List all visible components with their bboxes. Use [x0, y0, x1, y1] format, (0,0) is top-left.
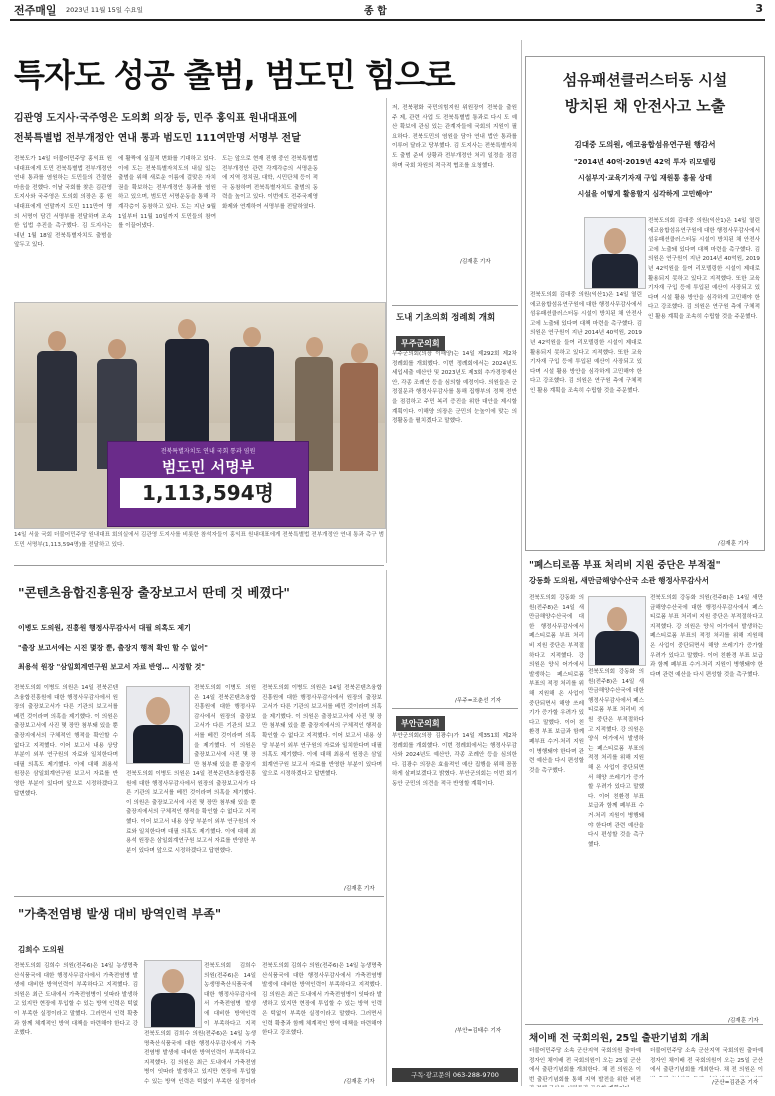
lead-subheadline-1: 김관영 도지사·국주영은 도의회 의장 등, 민주 홍익표 원내대표에 — [14, 113, 298, 124]
rule — [521, 40, 522, 1086]
left2-sub-2: 최용석 원장 "삼일회계연구원 보고서 자료 반영… 시정할 것" — [18, 663, 205, 671]
left2-article-col-1: 전북도의회 이병도 의원은 14일 전북콘텐츠융합진흥원에 대한 행정사무감사에서 원장의 출장보고서가 다른 기관의 보고서를 베낀 것이라며 의혹을 제기했다. 이 의원은 출장보고서에 사진 몇 장만 첨부돼 있을 뿐 출장지에서의 구체적인 행적을 확인할 수 없다고 지적했다. 이어 보고서 내용 상당 부분이 외부 연구원의 자료와 일치한다며 대필 의혹도 제기했다. 이에 대해 최용석 원장은 삼일회계연구원 보고서 자료를 반영한 부분이 있다며 앞으로 시정하겠다고 답변했다. — [14, 685, 118, 797]
right1-sub-2: 시설부지·교육기자재 구입 재원통 흉물 상태 — [577, 174, 713, 182]
left3-headline: "가축전염병 발생 대비 방역인력 부족" — [18, 907, 222, 921]
lead-col-3: 도는 앞으로 현재 진행 중인 전북특별법 전부개정안 관련 각계각층의 서명운동에 지역 정치권, 대학, 시민단체 등이 적극 동참하며 전북특별자치도 출범의 동력을 높이고 있다. 이번에도 전주국제영화제와 연계하여 서명부를 전달하였다. — [222, 156, 318, 210]
lead-continuation: 저, 전북평화 국민의힘지원 위원장이 전북을 출원 주 제, 관련 사업 도 전북특별법 통과로 다시 도 예산 확보에 관심 있는 관계자들에 국회의 지원이 필요하다. 전북도민의 염원을 담아 연내 법안 통과를 이루어 달라고 당부했다. 김 도지사는 전북특별자치도 출범 준비 상황과 전부개정안 처리 일정을 점검하며 국회 차원의 적극적 협조를 요청했다. — [392, 105, 517, 169]
right3-headline: 채이배 전 국회의원, 25일 출판기념회 개최 — [529, 1033, 710, 1044]
right1-sub-1: "2014년 40억·2019년 42억 투자 리모델링 — [573, 158, 717, 166]
lead-col-2: 에 활짝에 실질적 변화를 기대하고 있다. 이에 도는 전북특별자치도의 내실 있는 출범을 위해 새로운 이름에 걸맞은 자치권을 확보하는 전부개정안 통과를 염원하고 있으며, 범도민 서명운동을 통해 각계각층이 동참하고 있다. 도는 지난 9월 1일부터 11월 10일까지 도민들의 참여를 이끌어냈다. — [118, 156, 216, 230]
masthead-rule — [10, 19, 765, 21]
buan-label: 부안군의회 — [396, 716, 445, 731]
rule — [386, 570, 387, 1086]
rule — [392, 708, 518, 709]
right2-article-col-1: 전북도의회 강동화 의원(전주8)은 14일 새만금해양수산국에 대한 행정사무감사에서 폐스티로폼 부표 처리비 지원 중단은 부적절하다고 지적했다. 강 의원은 양식 어가에서 발생하는 폐스티로폼 부표의 적정 처리를 위해 지원해 온 사업이 중단되면서 해양 쓰레기가 증가할 우려가 있다고 말했다. 이어 친환경 부표 보급과 함께 폐부표 수거·처리 지원이 병행돼야 한다며 관련 예산을 다시 편성할 것을 촉구했다. — [529, 595, 584, 774]
left3-article-col-1: 전북도의회 김희수 의원(전주6)은 14일 농생명축산식품국에 대한 행정사무감사에서 가축전염병 발생에 대비한 방역인력이 부족하다고 지적했다. 김 의원은 최근 도내에서 가축전염병이 잇따라 발생하고 있지만 현장에 투입할 수 있는 방역 인력은 턱없이 부족한 실정이라고 말했다. 그러면서 인력 확충과 함께 체계적인 방역 대책을 마련해야 한다고 강조했다. — [14, 963, 138, 1037]
banner-subtitle: 전북특별자치도 연내 국회 통과 염원 — [160, 448, 256, 455]
lead-subheadline-2: 전북특별법 전부개정안 연내 통과 범도민 111여만명 서명부 전달 — [14, 133, 301, 144]
right1-title-line-2: 방치된 채 안전사고 노출 — [564, 97, 726, 115]
right2-portrait — [588, 596, 646, 666]
lead-col-1: 전북도가 14일 더불어민주당 홍익표 원내대표에게 도민 전북특별법 전부개정안 연내 통과를 염원하는 도민들의 간절한 마음을 전했다. 이날 국회를 찾은 김관영 도지사와 국주영은 도의회 의장은 홍 원내대표에게 연말까지 도민 111만여 명의 서명이 담긴 서명부를 전달하며 조속한 입법 추진을 촉구했다. 김 도지사는 내년 1월 18일 전북특별자치도 출범을 앞두고 있다. — [14, 156, 112, 249]
right3-article-col-1: 더불어민주당 소속 군산지역 국회의원 출마예정자인 채이배 전 국회의원이 오는 25일 군산에서 출판기념회를 개최한다. 채 전 의원은 이번 출판기념회를 통해 지역 발전을 위한 비전 — [529, 1048, 641, 1083]
person-6 — [340, 343, 378, 471]
signature-banner — [107, 441, 309, 527]
left3-portrait — [144, 960, 202, 1028]
left2-article-col-3: 전북도의회 이병도 의원은 14일 전북콘텐츠융합진흥원에 대한 행정사무감사에서 원장의 출장보고서가 다른 기관의 보고서를 베낀 것이라며 의혹을 제기했다. 이 의원은 출장보고서에 사진 몇 장만 첨부돼 있을 뿐 출장지에서의 구체적인 행적을 확인할 수 없다고 지적했다. 이어 보고서 내용 상당 부분이 외부 연구원의 자료와 일치한다며 대필 의혹도 제기했다. 이에 대해 최용석 원장은 삼일회계연구원 보고서 자료를 반영한 부분이 있다며 앞으로 시정하겠다고 답변했다. — [126, 771, 256, 854]
subscription-footer: 구독·광고문의 063-288-9700 — [392, 1068, 518, 1082]
right2-headline: "폐스티로폼 부표 처리비 지원 중단은 부적절" — [529, 560, 721, 571]
right1-sub-name: 김대중 도의원, 에코융합섬유연구원 행감서 — [574, 140, 716, 149]
muju-label: 무주군의회 — [396, 336, 445, 351]
left3-sub-name: 김희수 도의원 — [18, 945, 65, 954]
lead-photo-caption: 14일 서울 국회 더불어민주당 원내대표 회의실에서 김관영 도지사를 비롯한 참석자들이 홍익표 원내대표에게 전북특별법 전부개정안 연내 통과 촉구 범도민 서명부(1,113,594명)를 전달하고 있다. — [14, 532, 384, 548]
issue-date: 2023년 11월 15일 수요일 — [66, 6, 143, 14]
left2-byline: /김재훈 기자 — [344, 886, 375, 892]
right1-sub-3: 시설을 어떻게 활용할지 심각하게 고민해야" — [577, 190, 713, 198]
right1-article-col-2: 전북도의회 김대중 의원(익산1)은 14일 열린 에코융합섬유연구원에 대한 행정사무감사에서 섬유패션클러스터동 시설이 방치된 채 안전사고에 노출돼 있다며 대책 마련을 촉구했다. 김 의원은 연구원이 지난 2014년 40억원, 2019년 42억원을 들여 리모델링한 시설이 제대로 활용되지 못하고 있다고 지적했다. 또한 교육기자재 구입 등에 투입된 예산이 사장되고 있다며 시설 활용 방안을 심각하게 고민해야 한다고 강조했다. 김 의원은 연구원 측에 구체적인 활용 계획을 조속히 수립할 것을 주문했다. — [648, 218, 760, 320]
right2-sub-name: 강동화 도의원, 새만금해양수산국 소관 행정사무감사서 — [529, 576, 709, 585]
right3-byline: /군산=김관준 기자 — [712, 1080, 759, 1086]
banner-count: 1,113,594명 — [120, 478, 296, 508]
right1-article-col-1: 전북도의회 김대중 의원(익산1)은 14일 열린 에코융합섬유연구원에 대한 행정사무감사에서 섬유패션클러스터동 시설이 방치된 채 안전사고에 노출돼 있다며 대책 마련을 촉구했다. 김 의원은 연구원이 지난 2014년 40억원, 2019년 42억원을 들여 리모델링한 시설이 제대로 활용되지 못하고 있다고 지적했다. 또한 교육기자재 구입 등에 투입된 예산이 사장되고 있다며 시설 활용 방안을 심각하게 고민해야 한다고 강조했다. 김 의원은 연구원 측에 구체적인 활용 계획을 조속히 수립할 것을 주문했다. — [530, 292, 642, 394]
right-article-box — [525, 56, 765, 551]
right2-byline: /김재훈 기자 — [728, 1018, 759, 1024]
lead-byline: /김재훈 기자 — [460, 259, 491, 265]
left2-sub-1: "출장 보고서에는 시진 몇장 뿐, 출장지 행적 확인 할 수 없어" — [18, 644, 208, 652]
paper-name: 전주매일 — [14, 4, 57, 17]
right1-title-line-1: 섬유패션클러스터동 시설 — [562, 71, 728, 89]
lead-photo — [14, 302, 386, 529]
masthead — [14, 2, 763, 18]
left2-sub-name: 이병도 도의원, 진흥원 행정사무감사서 대필 의혹도 제기 — [18, 624, 191, 632]
muju-byline: /무주=조춘선 기자 — [455, 698, 502, 704]
left3-article-col-2: 전북도의회 김희수 의원(전주6)은 14일 농생명축산식품국에 대한 행정사무감사에서 가축전염병 발생에 대비한 방역인력이 부족하다고 지적 — [204, 963, 256, 1026]
left2-headline: "콘텐츠융합진흥원장 출장보고서 딴데 것 베꼈다" — [18, 585, 290, 600]
buan-article: 부안군의회(의장 김광수)가 14일 제351회 제2차 정례회를 개회했다. 이번 정례회에서는 행정사무감사와 2024년도 예산안, 각종 조례안 등을 심의한다. 김광수 의장은 효율적인 예산 집행을 위해 꼼꼼하게 살펴보겠다고 밝혔다. 부안군의회는 이번 회기 동안 군민의 의견을 적극 반영할 계획이다. — [392, 733, 517, 787]
section-label: 종 합 — [364, 6, 387, 17]
rule — [386, 98, 387, 563]
page-number: 3 — [755, 2, 763, 15]
person-1 — [37, 331, 77, 471]
left3-byline: /김재훈 기자 — [344, 1079, 375, 1085]
rule — [525, 1024, 763, 1025]
banner-title: 범도민 서명부 — [161, 458, 255, 476]
left2-article-col-4: 전북도의회 이병도 의원은 14일 전북콘텐츠융합진흥원에 대한 행정사무감사에서 원장의 출장보고서가 다른 기관의 보고서를 베낀 것이라며 의혹을 제기했다. 이 의원은 출장보고서에 사진 몇 장만 첨부돼 있을 뿐 출장지에서의 구체적인 행적을 확인할 수 없다고 지적했다. 이어 보고서 내용 상당 부분이 외부 연구원의 자료와 일치한다며 대필 의혹도 제기했다. 이에 대해 최용석 원장은 삼일회계연구원 보고서 자료를 반영한 부분이 있다며 앞으로 시정하겠다고 답변했다. — [262, 685, 382, 778]
lead-headline: 특자도 성공 출범, 범도민 힘으로 — [14, 56, 455, 94]
rule — [14, 565, 384, 566]
right3-article-col-2: 더불어민주당 소속 군산지역 국회의원 출마예정자인 채이배 전 국회의원이 오는 25일 군산에서 출판기념회를 개최한다. 채 전 의원은 이 — [650, 1048, 763, 1074]
right2-article-col-2: 전북도의회 강동화 의원(전주8)은 14일 새만금해양수산국에 대한 행정사무감사에서 폐스티로폼 부표 처리비 지원 중단은 부적절하다고 지적했다. 강 의원은 양식 어가에서 발생하는 폐스티로폼 부표의 적정 처리를 위해 지원해 온 사업이 중단되면서 해양 쓰레기가 증가할 우려가 있다고 말했다. 이어 친환경 부표 보급과 함께 폐부표 수거·처리 지원이 병행돼야 한다며 관련 예산을 다시 편성할 것을 촉구했다. — [588, 669, 644, 848]
right2-article-col-3: 전북도의회 강동화 의원(전주8)은 14일 새만금해양수산국에 대한 행정사무감사에서 폐스티로폼 부표 처리비 지원 중단은 부적절하다고 지적했다. 강 의원은 양식 어가에서 발생하는 폐스티로폼 부표의 적정 처리를 위해 지원해 온 사업이 중단되면서 해양 쓰레기가 증가할 우려가 있다고 말했다. 이어 친환경 부표 보급과 함께 폐부표 수거·처리 지원이 병행돼야 한다며 관련 예산을 다시 편성할 것을 촉구했다. — [650, 595, 763, 678]
muju-article: 무주군의회(의장 이해양)는 14일 제292회 제2차 정례회를 개회했다. 이번 정례회에서는 2024년도 세입세출 예산안 및 2023년도 제3회 추가경정예산안, 각종 조례안 등을 심의할 예정이다. 의원들은 군정질문과 행정사무감사를 통해 집행부의 정책 전반을 점검하고 주민 복리 증진을 위한 대안을 제시할 계획이다. 이해양 의장은 군민의 눈높이에 맞는 의정활동을 펼치겠다고 말했다. — [392, 351, 517, 425]
right1-byline: /김재훈 기자 — [718, 541, 749, 547]
left2-portrait — [126, 686, 190, 764]
left3-article-col-3: 전북도의회 김희수 의원(전주6)은 14일 농생명축산식품국에 대한 행정사무감사에서 가축전염병 발생에 대비한 방역인력이 부족하다고 지적했다. 김 의원은 최근 도내에서 가축전염병이 잇따라 발생하고 있지만 현장에 투입할 수 있는 방역 인력은 턱없이 부족한 실정이라 — [144, 1031, 256, 1084]
buan-byline: /부안=김태수 기자 — [455, 1028, 502, 1034]
council-title: 도내 기초의회 정례회 개회 — [396, 313, 496, 323]
left2-article-col-2: 전북도의회 이병도 의원은 14일 전북콘텐츠융합진흥원에 대한 행정사무감사에서 원장의 출장보고서가 다른 기관의 보고서를 베낀 것이라며 의혹을 제기했다. 이 의원은 출장보고서에 사진 몇 장만 첨부돼 있을 뿐 출장지 — [194, 685, 256, 768]
left3-article-col-4: 전북도의회 김희수 의원(전주6)은 14일 농생명축산식품국에 대한 행정사무감사에서 가축전염병 발생에 대비한 방역인력이 부족하다고 지적했다. 김 의원은 최근 도내에서 가축전염병이 잇따라 발생하고 있지만 현장에 투입할 수 있는 방역 인력은 턱없이 부족한 실정이라고 말했다. 그러면서 인력 확충과 함께 체계적인 방역 대책을 마련해야 한다고 강조했다. — [262, 963, 382, 1037]
rule — [14, 896, 384, 897]
right1-portrait — [584, 217, 646, 289]
rule — [392, 305, 518, 306]
